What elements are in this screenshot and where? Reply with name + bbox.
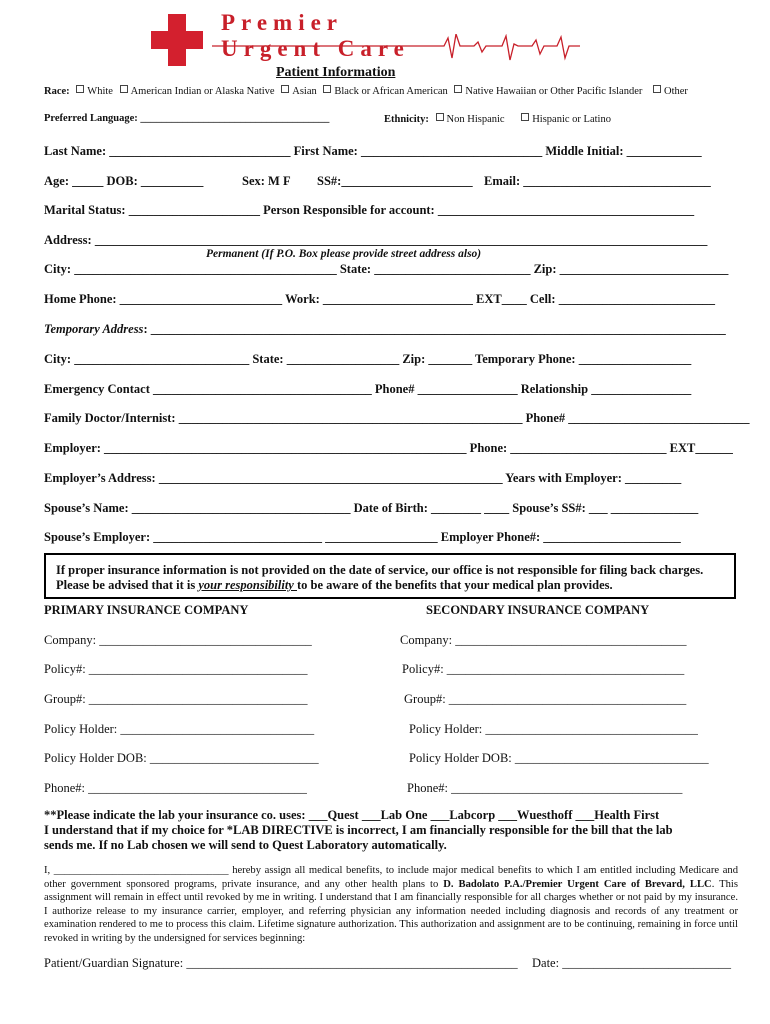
primary-policy-field[interactable]: Policy#: ___________________________________ xyxy=(44,662,308,676)
primary-holder-dob-field[interactable]: Policy Holder DOB: ___________________________ xyxy=(44,751,319,765)
preferred-language-field[interactable]: Preferred Language: ____________________________________ xyxy=(44,113,330,124)
emergency-contact-fields[interactable]: Emergency Contact ___________________________________ Phone# ________________ Relationship ________________ xyxy=(44,382,692,396)
temporary-address-line: : ____________________________________________________________________________________________ xyxy=(143,322,726,336)
ethnicity-option-non-hispanic: Non Hispanic xyxy=(446,114,505,125)
secondary-holder-dob-field[interactable]: Policy Holder DOB: _______________________________ xyxy=(409,751,709,765)
employer-fields[interactable]: Employer: __________________________________________________________ Phone: _________________________ EXT______ xyxy=(44,441,733,455)
race-option-other: Other xyxy=(664,86,688,97)
temporary-address-label: Temporary Address xyxy=(44,322,144,336)
red-cross-logo-icon xyxy=(151,14,203,66)
address-field[interactable]: Address: __________________________________________________________________________________________________ xyxy=(44,233,708,247)
race-checkbox-american-indian[interactable] xyxy=(120,85,128,93)
race-checkbox-black[interactable] xyxy=(323,85,331,93)
city-state-zip-fields[interactable]: City: __________________________________________ State: _________________________ Zip: ___________________________ xyxy=(44,262,729,276)
notice-line-2 xyxy=(56,578,613,593)
logo-text-urgent-care: Urgent Care xyxy=(221,36,410,61)
spouse-employer-fields[interactable]: Spouse’s Employer: ___________________________ __________________ Employer Phone#: ______________________ xyxy=(44,530,681,544)
primary-phone-field[interactable]: Phone#: ___________________________________ xyxy=(44,781,307,795)
race-checkbox-white[interactable] xyxy=(76,85,84,93)
assignment-of-benefits-paragraph xyxy=(44,864,738,946)
heartbeat-line-icon xyxy=(212,34,582,64)
signature-field[interactable]: Patient/Guardian Signature: _____________________________________________________ xyxy=(44,956,518,970)
secondary-company-field[interactable]: Company: _____________________________________ xyxy=(400,633,687,647)
ethnicity-row xyxy=(384,113,611,125)
marital-responsible-fields[interactable]: Marital Status: _____________________ Person Responsible for account: _________________________________________ xyxy=(44,203,695,217)
ssn-field[interactable]: SS#:_____________________ xyxy=(317,174,473,188)
primary-company-field[interactable]: Company: __________________________________ xyxy=(44,633,312,647)
temporary-city-fields[interactable]: City: ____________________________ State: __________________ Zip: _______ Temporary Phone: __________________ xyxy=(44,352,692,366)
race-checkbox-native-hawaiian[interactable] xyxy=(454,85,462,93)
form-title: Patient Information xyxy=(276,65,396,80)
ethnicity-checkbox-non-hispanic[interactable] xyxy=(436,113,444,121)
phone-fields[interactable]: Home Phone: __________________________ Work: ________________________ EXT____ Cell: _________________________ xyxy=(44,292,715,306)
date-field[interactable]: Date: ___________________________ xyxy=(532,956,731,970)
secondary-holder-field[interactable]: Policy Holder: __________________________________ xyxy=(409,722,698,736)
secondary-policy-field[interactable]: Policy#: ______________________________________ xyxy=(402,662,685,676)
primary-insurance-heading: PRIMARY INSURANCE COMPANY xyxy=(44,603,249,617)
race-checkbox-asian[interactable] xyxy=(281,85,289,93)
race-label: Race: xyxy=(44,86,70,97)
secondary-phone-field[interactable]: Phone#: _____________________________________ xyxy=(407,781,683,795)
race-option-native-hawaiian: Native Hawaiian or Other Pacific Islander xyxy=(465,86,643,97)
assignment-provider-name: D. Badolato P.A./Premier Urgent Care of Brevard, LLC xyxy=(443,878,712,890)
primary-holder-field[interactable]: Policy Holder: _______________________________ xyxy=(44,722,315,736)
ethnicity-label: Ethnicity: xyxy=(384,114,429,125)
permanent-address-note: Permanent (If P.O. Box please provide street address also) xyxy=(206,248,482,260)
family-doctor-fields[interactable]: Family Doctor/Internist: _______________________________________________________ Phone# _____________________________ xyxy=(44,411,750,425)
email-field[interactable]: Email: ______________________________ xyxy=(484,174,711,188)
ethnicity-option-hispanic: Hispanic or Latino xyxy=(532,114,611,125)
race-row xyxy=(44,85,688,97)
sex-field[interactable]: Sex: M F xyxy=(242,174,291,188)
notice-line-2-end: to be aware of the benefits that your medical plan provides. xyxy=(296,578,613,592)
age-dob-fields[interactable]: Age: _____ DOB: __________ xyxy=(44,174,204,188)
notice-line-1: If proper insurance information is not provided on the date of service, our office is not responsible for filing back charges. xyxy=(56,563,704,577)
lab-selection-line[interactable]: **Please indicate the lab your insurance co. uses: ___Quest ___Lab One ___Labcorp ___Wuesthoff ___Health First xyxy=(44,808,660,822)
lab-directive-line-3: sends me. If no Lab chosen we will send to Quest Laboratory automatically. xyxy=(44,838,447,852)
race-option-american-indian: American Indian or Alaska Native xyxy=(130,86,275,97)
assignment-text-end: . This assignment will remain in effect until revoked by me in writing. I understand that I am financially responsible for all charges whether or not paid by my insurance. I authorize release to my insurance carrier, employer, and referring physician any information needed including diagnosis and records of any treatment or examination rendered to me to process this claim. Lifetime signature authorization. This authorization and assignment are to be continuing, remaining in force until revoked in writing by the undersigned for services beginning: xyxy=(44,878,738,944)
lab-directive-line-2: I understand that if my choice for *LAB DIRECTIVE is incorrect, I am financially responsible for the bill that the lab xyxy=(44,823,673,837)
race-option-white: White xyxy=(87,86,113,97)
race-checkbox-other[interactable] xyxy=(653,85,661,93)
temporary-address-field[interactable] xyxy=(44,322,726,337)
name-fields[interactable]: Last Name: _____________________________ First Name: _____________________________ Middle Initial: ____________ xyxy=(44,144,702,158)
logo-text-premier: Premier xyxy=(221,10,344,35)
employer-address-fields[interactable]: Employer’s Address: _______________________________________________________ Years with Employer: _________ xyxy=(44,471,682,485)
secondary-group-field[interactable]: Group#: ______________________________________ xyxy=(404,692,687,706)
notice-line-2-start: Please be advised that it is xyxy=(56,578,199,592)
notice-emphasis: your responsibility xyxy=(198,578,297,592)
ethnicity-checkbox-hispanic[interactable] xyxy=(521,113,529,121)
spouse-name-fields[interactable]: Spouse’s Name: ___________________________________ Date of Birth: ________ ____ Spouse’s SS#: ___ ______________ xyxy=(44,501,699,515)
secondary-insurance-heading: SECONDARY INSURANCE COMPANY xyxy=(426,603,650,617)
primary-group-field[interactable]: Group#: ___________________________________ xyxy=(44,692,308,706)
assignment-text-start: I, _________________________________ hereby assign all medical benefits, to include major medical benefits to which I am entitled including Medicare and other government sponsored programs, private insurance, and any other health plans to xyxy=(44,865,738,890)
race-option-asian: Asian xyxy=(292,86,317,97)
race-option-black: Black or African American xyxy=(334,86,448,97)
